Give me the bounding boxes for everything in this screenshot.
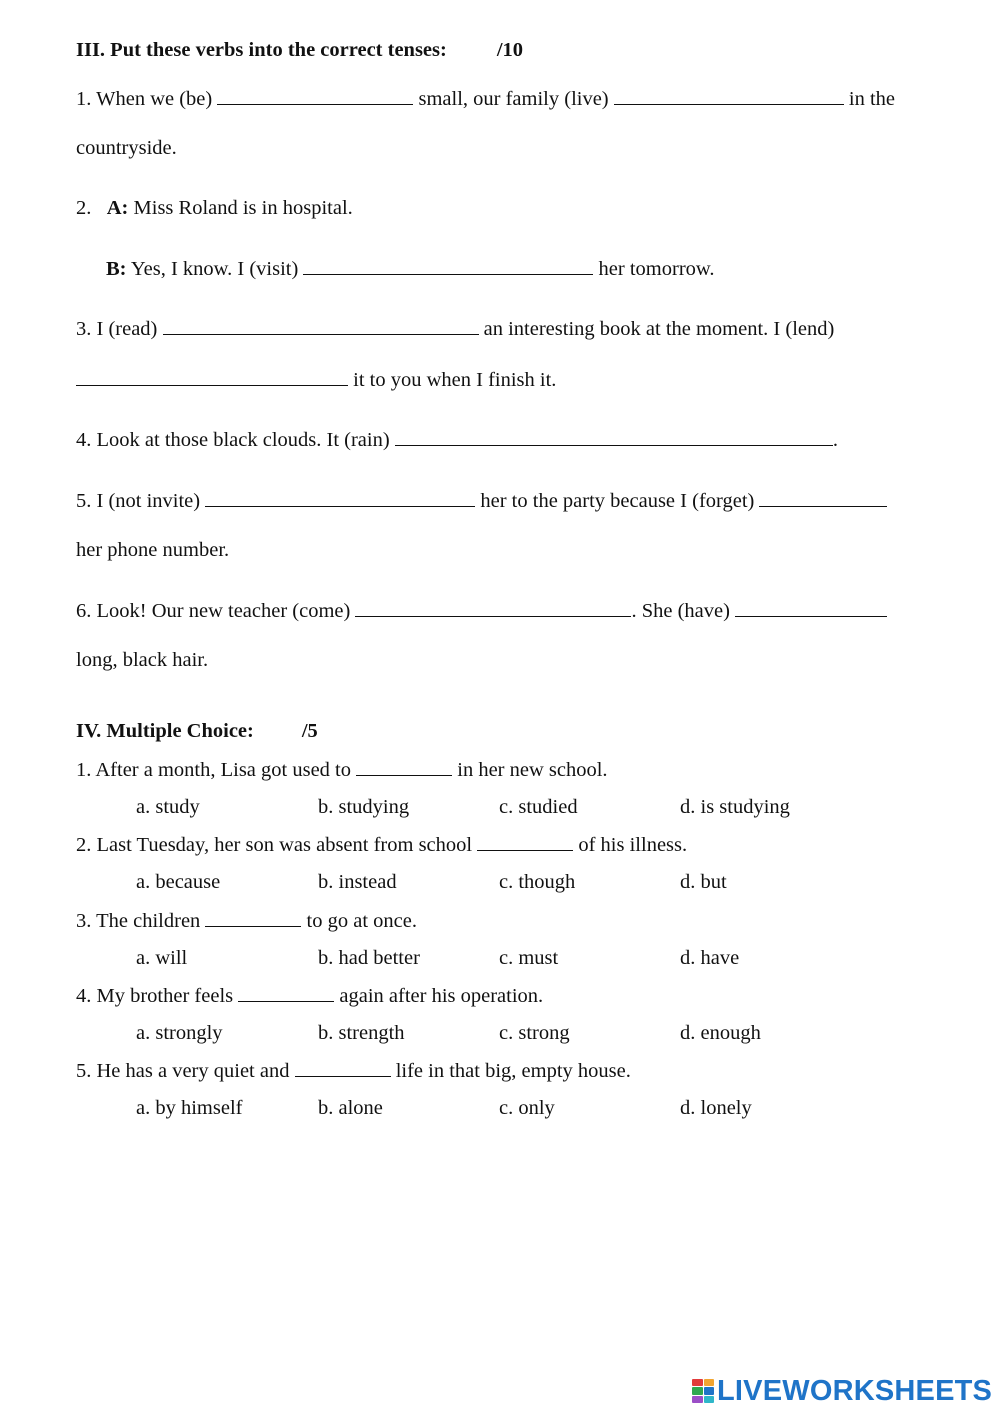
s3-q1-blank-1[interactable] [217, 86, 413, 105]
s3-question-5 [76, 488, 887, 513]
mc-q1-option-b[interactable]: b. studying [318, 796, 410, 818]
s3-q1-blank-2[interactable] [614, 86, 844, 105]
mc-q4-option-d[interactable]: d. enough [680, 1021, 761, 1044]
s3-q4-text-a: 4. Look at those black clouds. It (rain) [76, 429, 395, 451]
s3-question-2 [76, 196, 353, 220]
mc-q5-option-c[interactable]: c. only [499, 1097, 555, 1120]
s3-q2-b-text: Yes, I know. I (visit) [126, 258, 304, 280]
s3-q3-blank-2[interactable] [76, 367, 348, 386]
section-4-score: /5 [301, 720, 318, 742]
s3-q2-blank[interactable] [303, 256, 593, 275]
s3-q2-b-line [106, 256, 715, 281]
s3-question-3 [76, 316, 834, 341]
liveworksheets-logo-icon [692, 1379, 714, 1403]
s3-q3-text-a: 3. I (read) [76, 318, 163, 340]
s3-q2-number: 2. [76, 197, 92, 219]
s3-q2-b-end: her tomorrow. [593, 258, 715, 280]
mc-q4-option-a[interactable]: a. strongly [136, 1021, 223, 1044]
mc-q2-text-pre: 2. Last Tuesday, her son was absent from school [76, 834, 478, 857]
mc-q2-option-b[interactable]: b. instead [318, 871, 397, 894]
s3-q5-blank-2[interactable] [759, 488, 887, 507]
mc-q1-text-post: in her new school. [452, 759, 608, 781]
s3-q5-text-b: her to the party because I (forget) [475, 490, 760, 512]
mc-q3-text-post: to go at once. [301, 909, 417, 932]
mc-q2-option-c[interactable]: c. though [499, 871, 576, 894]
mc-q2-blank[interactable] [477, 832, 573, 851]
mc-q1-text-pre: 1. After a month, Lisa got used to [76, 759, 357, 781]
mc-q5-text-post: life in that big, empty house. [390, 1060, 631, 1083]
section-3-heading [76, 38, 523, 62]
mc-q3-text-pre: 3. The children [76, 909, 206, 932]
section-4-heading [76, 719, 318, 743]
mc-q5-blank[interactable] [295, 1058, 391, 1077]
mc-q1-option-c[interactable]: c. studied [499, 796, 578, 818]
mc-question-3 [76, 908, 417, 933]
mc-question-1 [76, 757, 608, 782]
mc-q5-option-d[interactable]: d. lonely [680, 1097, 752, 1120]
s3-q2-speaker-a: A: [106, 197, 129, 219]
mc-q4-option-c[interactable]: c. strong [499, 1021, 570, 1044]
mc-question-5 [76, 1058, 631, 1083]
liveworksheets-logo-text: LIVEWORKSHEETS [717, 1374, 993, 1407]
s3-q3-blank-1[interactable] [163, 316, 479, 335]
s3-question-1 [76, 86, 895, 111]
s3-q1-text-c: in the [843, 88, 896, 110]
s3-q3-text-b: an interesting book at the moment. I (lend) [478, 318, 835, 340]
mc-q1-option-d[interactable]: d. is studying [680, 796, 790, 818]
mc-q3-blank[interactable] [205, 908, 301, 927]
mc-q3-option-d[interactable]: d. have [680, 946, 740, 969]
section-3-score: /10 [496, 39, 524, 61]
s3-q5-text-a: 5. I (not invite) [76, 490, 206, 512]
s3-question-4 [76, 427, 838, 452]
mc-q1-option-a[interactable]: a. study [136, 796, 200, 818]
section-4-title: IV. Multiple Choice: [76, 720, 254, 742]
s3-q6-continued: long, black hair. [76, 649, 209, 671]
mc-q2-option-a[interactable]: a. because [136, 871, 221, 894]
s3-q1-continued: countryside. [76, 137, 177, 159]
s3-question-6 [76, 598, 887, 623]
s3-q3-continued [76, 367, 556, 392]
section-3-title: III. Put these verbs into the correct tenses: [76, 39, 447, 61]
s3-q6-blank-2[interactable] [735, 598, 887, 617]
mc-question-2 [76, 832, 687, 857]
s3-q6-blank-1[interactable] [355, 598, 631, 617]
mc-q4-option-b[interactable]: b. strength [318, 1021, 405, 1044]
mc-q5-option-a[interactable]: a. by himself [136, 1097, 243, 1120]
s3-q6-text-b: . She (have) [631, 600, 736, 622]
s3-q4-blank[interactable] [395, 427, 833, 446]
mc-q2-option-d[interactable]: d. but [680, 871, 727, 894]
mc-q3-option-b[interactable]: b. had better [318, 946, 420, 969]
s3-q1-text-a: 1. When we (be) [76, 88, 218, 110]
mc-q5-option-b[interactable]: b. alone [318, 1097, 383, 1120]
mc-q2-text-post: of his illness. [573, 834, 688, 857]
mc-q3-option-a[interactable]: a. will [136, 946, 188, 969]
mc-q4-text-pre: 4. My brother feels [76, 984, 239, 1007]
s3-q2-a-text: Miss Roland is in hospital. [128, 197, 353, 219]
s3-q5-continued: her phone number. [76, 539, 230, 561]
mc-q1-blank[interactable] [356, 757, 452, 776]
liveworksheets-logo [692, 1374, 992, 1408]
s3-q3-cont-text: it to you when I finish it. [348, 369, 557, 391]
s3-q2-speaker-b: B: [106, 258, 127, 280]
mc-q5-text-pre: 5. He has a very quiet and [76, 1060, 295, 1083]
s3-q4-text-b: . [832, 429, 838, 451]
mc-q4-text-post: again after his operation. [334, 984, 544, 1007]
mc-q3-option-c[interactable]: c. must [499, 946, 559, 969]
s3-q1-text-b: small, our family (live) [413, 88, 614, 110]
mc-question-4 [76, 983, 543, 1008]
mc-q4-blank[interactable] [238, 983, 334, 1002]
s3-q6-text-a: 6. Look! Our new teacher (come) [76, 600, 356, 622]
s3-q5-blank-1[interactable] [205, 488, 475, 507]
